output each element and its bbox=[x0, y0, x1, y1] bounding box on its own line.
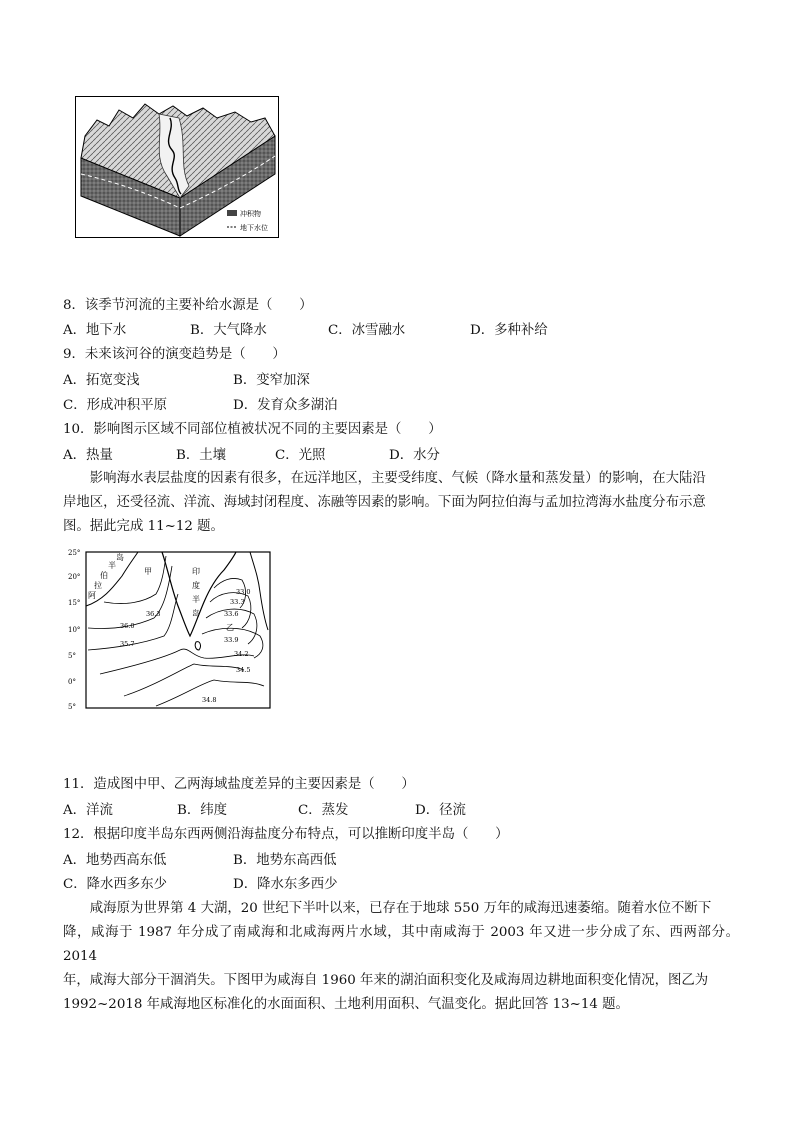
label-arabian-4: 半 bbox=[108, 561, 116, 570]
q11-stem: 11．造成图中甲、乙两海域盐度差异的主要因素是（ ） bbox=[63, 777, 415, 792]
salinity-36-0: 36.0 bbox=[120, 622, 135, 630]
salinity-33-0: 33.0 bbox=[236, 588, 251, 596]
passage-aral-line-4: 1992~2018 年咸海地区标准化的水面面积、土地利用面积、气温变化。据此回答 13~14 题。 bbox=[63, 997, 629, 1012]
salinity-35-7: 35.7 bbox=[120, 640, 135, 648]
q8-option-b[interactable]: B．大气降水 bbox=[190, 323, 267, 338]
lat-label-10: 10° bbox=[68, 626, 81, 634]
legend-groundwater-label: 地下水位 bbox=[240, 224, 268, 232]
lat-label-5s: 5° bbox=[68, 703, 76, 711]
passage-aral-line-1: 咸海原为世界第 4 大湖，20 世纪下半叶以来，已存在于地球 550 万年的咸海迅速萎缩。随着水位不断下 bbox=[89, 901, 712, 916]
q12-stem: 12．根据印度半岛东西两侧沿海盐度分布特点，可以推断印度半岛（ ） bbox=[63, 827, 509, 842]
passage-salinity-line-3: 图。据此完成 11~12 题。 bbox=[63, 519, 224, 534]
q12-option-d[interactable]: D．降水东多西少 bbox=[233, 877, 338, 892]
passage-aral-line-3: 年，咸海大部分干涸消失。下图甲为咸海自 1960 年来的湖泊面积变化及咸海周边耕地面积变化情况，图乙为 bbox=[63, 973, 709, 988]
q10-stem: 10．影响图示区域不同部位植被状况不同的主要因素是（ ） bbox=[63, 422, 442, 437]
q8-option-c[interactable]: C．冰雪融水 bbox=[328, 323, 406, 338]
passage-aral-line-2: 降，咸海于 1987 年分成了南咸海和北咸海两片水域，其中南咸海于 2003 年又进一步分成了东、西两部分。2014 bbox=[63, 925, 739, 964]
legend-deposit-label: 冲积物 bbox=[240, 210, 261, 218]
lat-label-0: 0° bbox=[68, 678, 76, 686]
salinity-map bbox=[64, 546, 274, 712]
q8-option-d[interactable]: D．多种补给 bbox=[470, 323, 548, 338]
salinity-34-5: 34.5 bbox=[236, 666, 251, 674]
label-arabian-3: 伯 bbox=[100, 571, 108, 580]
salinity-34-2: 34.2 bbox=[234, 650, 249, 658]
salinity-33-9: 33.9 bbox=[224, 636, 239, 644]
lat-label-20: 20° bbox=[68, 573, 81, 581]
label-arabian-1: 阿 bbox=[88, 591, 96, 600]
q10-option-b[interactable]: B．土壤 bbox=[176, 448, 227, 463]
q9-option-b[interactable]: B．变窄加深 bbox=[233, 373, 310, 388]
q11-option-c[interactable]: C．蒸发 bbox=[298, 803, 349, 818]
passage-salinity bbox=[63, 467, 739, 539]
passage-salinity-line-1: 影响海水表层盐度的因素有很多，在远洋地区，主要受纬度、气候（降水量和蒸发量）的影响，在大陆沿 bbox=[89, 471, 706, 486]
passage-salinity-line-2: 岸地区，还受径流、洋流、海域封闭程度、冻融等因素的影响。下面为阿拉伯海与孟加拉湾海水盐度分布示意 bbox=[63, 495, 706, 510]
salinity-36-3: 36.3 bbox=[146, 610, 161, 618]
q12-option-b[interactable]: B．地势东高西低 bbox=[233, 853, 337, 868]
q12-option-a[interactable]: A．地势西高东低 bbox=[63, 853, 167, 868]
label-sea-yi: 乙 bbox=[226, 623, 234, 632]
valley-block-diagram bbox=[75, 96, 279, 238]
salinity-34-8: 34.8 bbox=[202, 696, 217, 704]
lat-label-15: 15° bbox=[68, 599, 81, 607]
q9-option-a[interactable]: A．拓宽变浅 bbox=[63, 373, 140, 388]
label-india-1: 印 bbox=[192, 567, 200, 576]
label-sea-jia: 甲 bbox=[144, 567, 152, 576]
q11-option-a[interactable]: A．洋流 bbox=[63, 803, 113, 818]
q8-option-a[interactable]: A．地下水 bbox=[63, 323, 127, 338]
lat-label-5n: 5° bbox=[68, 652, 76, 660]
q10-option-c[interactable]: C．光照 bbox=[275, 448, 326, 463]
label-arabian-5: 岛 bbox=[116, 553, 124, 562]
q11-option-b[interactable]: B．纬度 bbox=[177, 803, 228, 818]
salinity-33-3: 33.3 bbox=[230, 598, 245, 606]
q8-stem: 8．该季节河流的主要补给水源是（ ） bbox=[63, 298, 313, 313]
q11-option-d[interactable]: D．径流 bbox=[415, 803, 466, 818]
label-india-4: 岛 bbox=[192, 609, 200, 618]
label-arabian-2: 拉 bbox=[94, 581, 102, 590]
salinity-33-6: 33.6 bbox=[224, 610, 239, 618]
label-india-3: 半 bbox=[192, 595, 200, 604]
q9-stem: 9．未来该河谷的演变趋势是（ ） bbox=[63, 347, 286, 362]
lat-label-25: 25° bbox=[68, 549, 81, 557]
passage-aral-sea bbox=[63, 897, 739, 1017]
q9-option-d[interactable]: D．发育众多湖泊 bbox=[233, 398, 338, 413]
q10-option-a[interactable]: A．热量 bbox=[63, 448, 113, 463]
q12-option-c[interactable]: C．降水西多东少 bbox=[63, 877, 167, 892]
label-india-2: 度 bbox=[192, 581, 200, 590]
q9-option-c[interactable]: C．形成冲积平原 bbox=[63, 398, 167, 413]
q10-option-d[interactable]: D．水分 bbox=[389, 448, 440, 463]
